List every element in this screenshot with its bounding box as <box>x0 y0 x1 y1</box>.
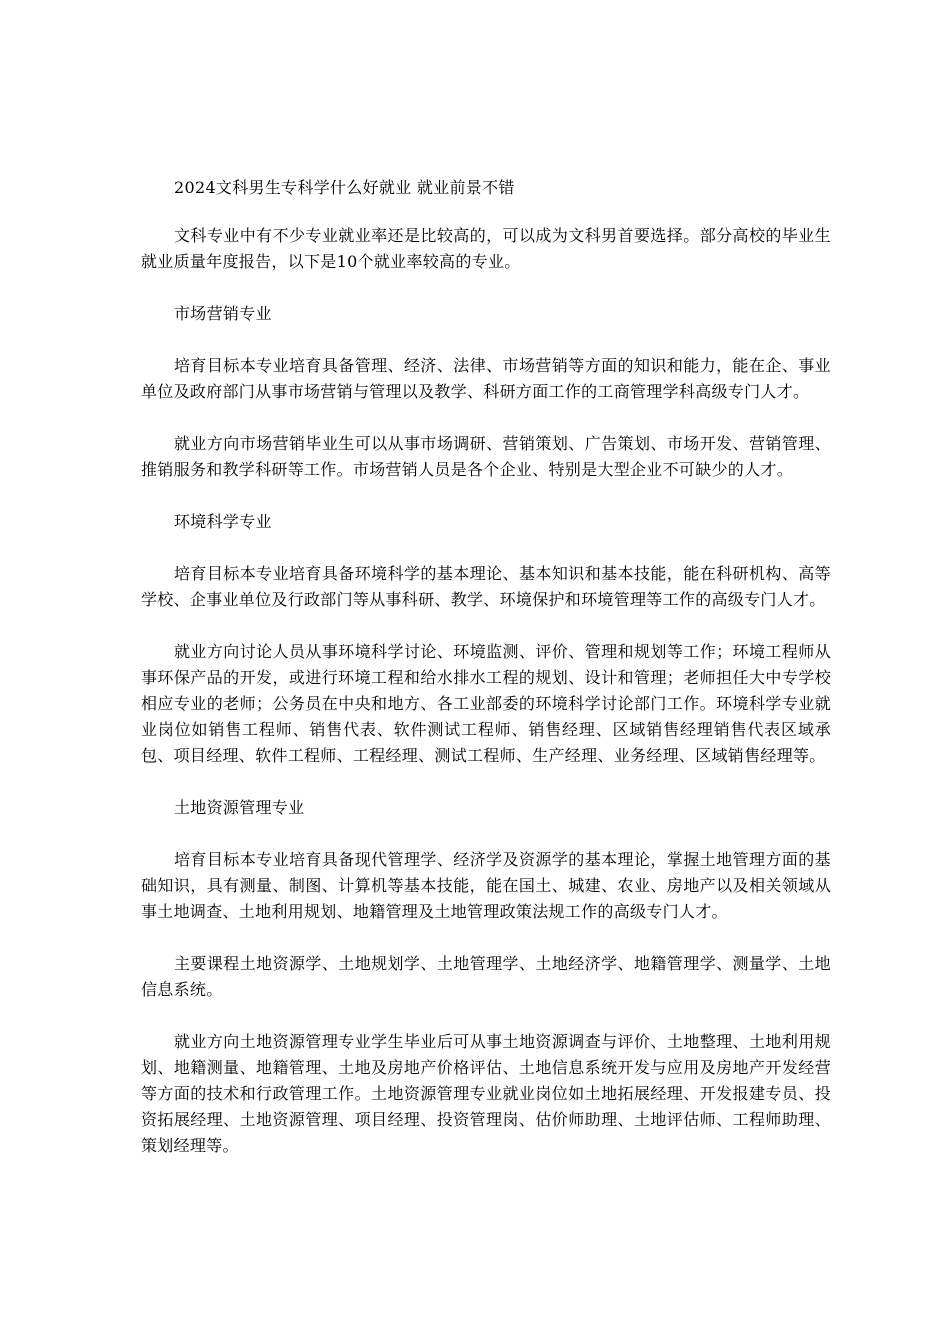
section-heading-land-resource-management: 土地资源管理专业 <box>174 798 305 817</box>
section-heading-marketing: 市场营销专业 <box>174 304 272 323</box>
section-paragraph: 培育目标本专业培育具备现代管理学、经济学及资源学的基本理论，掌握土地管理方面的基础知识，具有测量、制图、计算机等基本技能，能在国土、城建、农业、房地产以及相关领域从事土地调查、土地利用规划、地籍管理及土地管理政策法规工作的高级专门人才。 <box>141 850 831 921</box>
section-paragraph: 主要课程土地资源学、土地规划学、土地管理学、土地经济学、地籍管理学、测量学、土地信息系统。 <box>141 954 831 999</box>
section-heading-environmental-science: 环境科学专业 <box>174 512 272 531</box>
section-paragraph: 培育目标本专业培育具备环境科学的基本理论、基本知识和基本技能，能在科研机构、高等学校、企事业单位及行政部门等从事科研、教学、环境保护和环境管理等工作的高级专门人才。 <box>141 564 831 609</box>
document-page <box>141 175 831 1185</box>
section-paragraph: 就业方向土地资源管理专业学生毕业后可从事土地资源调查与评价、土地整理、土地利用规划、地籍测量、地籍管理、土地及房地产价格评估、土地信息系统开发与应用及房地产开发经营等方面的技术和行政管理工作。土地资源管理专业就业岗位如土地拓展经理、开发报建专员、投资拓展经理、土地资源管理、项目经理、投资管理岗、估价师助理、土地评估师、工程师助理、策划经理等。 <box>141 1032 831 1155</box>
section-paragraph: 就业方向市场营销毕业生可以从事市场调研、营销策划、广告策划、市场开发、营销管理、推销服务和教学科研等工作。市场营销人员是各个企业、特别是大型企业不可缺少的人才。 <box>141 434 831 479</box>
document-title: 2024文科男生专科学什么好就业 就业前景不错 <box>174 178 515 197</box>
intro-paragraph: 文科专业中有不少专业就业率还是比较高的，可以成为文科男首要选择。部分高校的毕业生就业质量年度报告，以下是10个就业率较高的专业。 <box>141 226 831 271</box>
section-paragraph: 培育目标本专业培育具备管理、经济、法律、市场营销等方面的知识和能力，能在企、事业单位及政府部门从事市场营销与管理以及教学、科研方面工作的工商管理学科高级专门人才。 <box>141 356 831 401</box>
section-paragraph: 就业方向讨论人员从事环境科学讨论、环境监测、评价、管理和规划等工作；环境工程师从事环保产品的开发，或进行环境工程和给水排水工程的规划、设计和管理；老师担任大中专学校相应专业的老师；公务员在中央和地方、各工业部委的环境科学讨论部门工作。环境科学专业就业岗位如销售工程师、销售代表、软件测试工程师、销售经理、区域销售经理销售代表区域承包、项目经理、软件工程师、工程经理、测试工程师、生产经理、业务经理、区域销售经理等。 <box>141 642 831 765</box>
